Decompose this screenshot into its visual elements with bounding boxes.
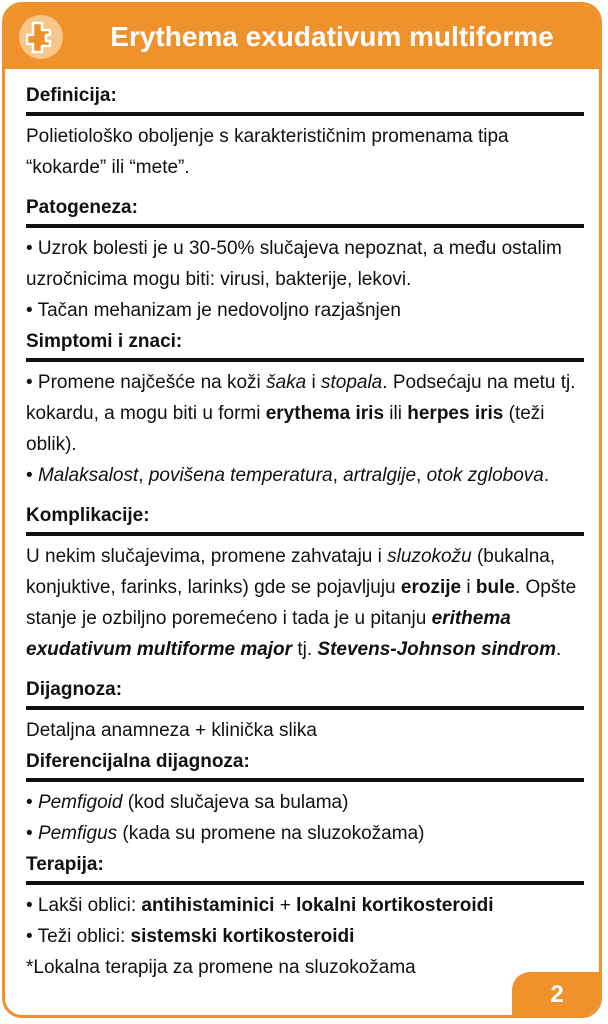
text-run: +	[274, 895, 297, 916]
diferencijalna-item-1	[26, 787, 584, 818]
terapija-item-2	[26, 921, 584, 952]
text-run: • Teži oblici:	[26, 926, 131, 947]
text-run: tj.	[292, 639, 318, 660]
text-run-bold: bule	[475, 577, 515, 598]
text-run: .	[543, 465, 550, 486]
section-heading-komplikacije: Komplikacije:	[26, 503, 584, 536]
text-run-italic: stopala	[320, 372, 383, 393]
text-run-bold-italic: erithema exudativum multiforme major	[26, 608, 511, 660]
section-body-dijagnoza	[26, 715, 584, 746]
text-run-italic: šaka	[266, 372, 307, 393]
text-run: •	[26, 465, 38, 486]
text-run-italic: sluzokožu	[387, 546, 472, 567]
header-bar	[5, 5, 599, 69]
text-run-italic: Pemfigoid	[37, 792, 123, 813]
section-heading-simptomi: Simptomi i znaci:	[26, 329, 584, 362]
terapija-item-1	[26, 890, 584, 921]
text-run: (kada su promene na sluzokožama)	[117, 823, 425, 844]
text-run: . Opšte stanje je ozbiljno poremećeno i tada je u pitanju	[26, 577, 577, 629]
patogeneza-item-2: • Tačan mehanizam je nedovoljno razjašnjen	[26, 300, 401, 321]
text-run-bold: herpes iris	[407, 403, 504, 424]
text-run-bold: lokalni kortikosteroidi	[296, 895, 494, 916]
text-run: ,	[138, 465, 149, 486]
text-run: U nekim slučajevima, promene zahvataju i	[26, 546, 388, 567]
section-heading-definicija: Definicija:	[26, 83, 584, 116]
text-run-italic: Pemfigus	[37, 823, 118, 844]
text-run-bold: erozije	[400, 577, 462, 598]
text-run: •	[26, 792, 38, 813]
section-body-definicija	[26, 121, 584, 183]
content	[26, 83, 584, 995]
text-run: • Lakši oblici:	[26, 895, 142, 916]
text-run: (kod slučajeva sa bulama)	[122, 792, 349, 813]
card	[2, 2, 602, 1018]
text-run-bold-italic: Stevens-Johnson sindrom	[317, 639, 557, 660]
section-heading-terapija: Terapija:	[26, 852, 584, 885]
diferencijalna-item-2	[26, 818, 584, 849]
section-heading-patogeneza: Patogeneza:	[26, 195, 584, 228]
text-run: .	[556, 639, 562, 660]
section-body-diferencijalna	[26, 787, 584, 849]
terapija-note: *Lokalna terapija za promene na sluzokožama	[26, 957, 416, 978]
text-run-italic: Malaksalost	[37, 465, 139, 486]
text-run-italic: otok zglobova	[426, 465, 544, 486]
text-run: • Promene najčešće na koži	[26, 372, 267, 393]
text-run-bold: erythema iris	[265, 403, 385, 424]
text-run: ,	[416, 465, 427, 486]
text-run-bold: sistemski kortikosteroidi	[130, 926, 355, 947]
text-run: (bukalna, konjuktive, farinks, larinks) gde se pojavljuju	[26, 546, 556, 598]
text-run: . Podsećaju na metu tj. kokardu, a mogu biti u formi	[26, 372, 576, 424]
simptomi-item-2	[26, 460, 584, 491]
text-run: i	[461, 577, 476, 598]
text-run-italic: artralgije	[343, 465, 417, 486]
section-body-terapija	[26, 890, 584, 983]
text-run-bold: antihistaminici	[141, 895, 275, 916]
komplikacije-text	[26, 541, 584, 665]
section-heading-diferencijalna: Diferencijalna dijagnoza:	[26, 749, 584, 782]
text-run: i	[306, 372, 321, 393]
text-run-italic: povišena temperatura	[148, 465, 333, 486]
medical-cross-icon	[19, 15, 63, 59]
text-run: ili	[384, 403, 408, 424]
section-body-patogeneza	[26, 233, 584, 326]
page-number-badge: 2	[512, 972, 602, 1018]
dijagnoza-text: Detaljna anamneza + klinička slika	[26, 720, 317, 741]
section-body-komplikacije	[26, 541, 584, 665]
section-heading-dijagnoza: Dijagnoza:	[26, 677, 584, 710]
definicija-text: Polietiološko oboljenje s karakterističnim promenama tipa “kokarde” ili “mete”.	[26, 126, 509, 178]
text-run: (teži oblik).	[26, 403, 545, 455]
section-body-simptomi	[26, 367, 584, 491]
page-title: Erythema exudativum multiforme	[110, 21, 554, 52]
patogeneza-item-1: • Uzrok bolesti je u 30-50% slučajeva nepoznat, a među ostalim uzročnicima mogu biti: virusi, bakterije, lekovi.	[26, 238, 562, 290]
text-run: •	[26, 823, 38, 844]
text-run: ,	[332, 465, 344, 486]
simptomi-item-1	[26, 367, 584, 460]
